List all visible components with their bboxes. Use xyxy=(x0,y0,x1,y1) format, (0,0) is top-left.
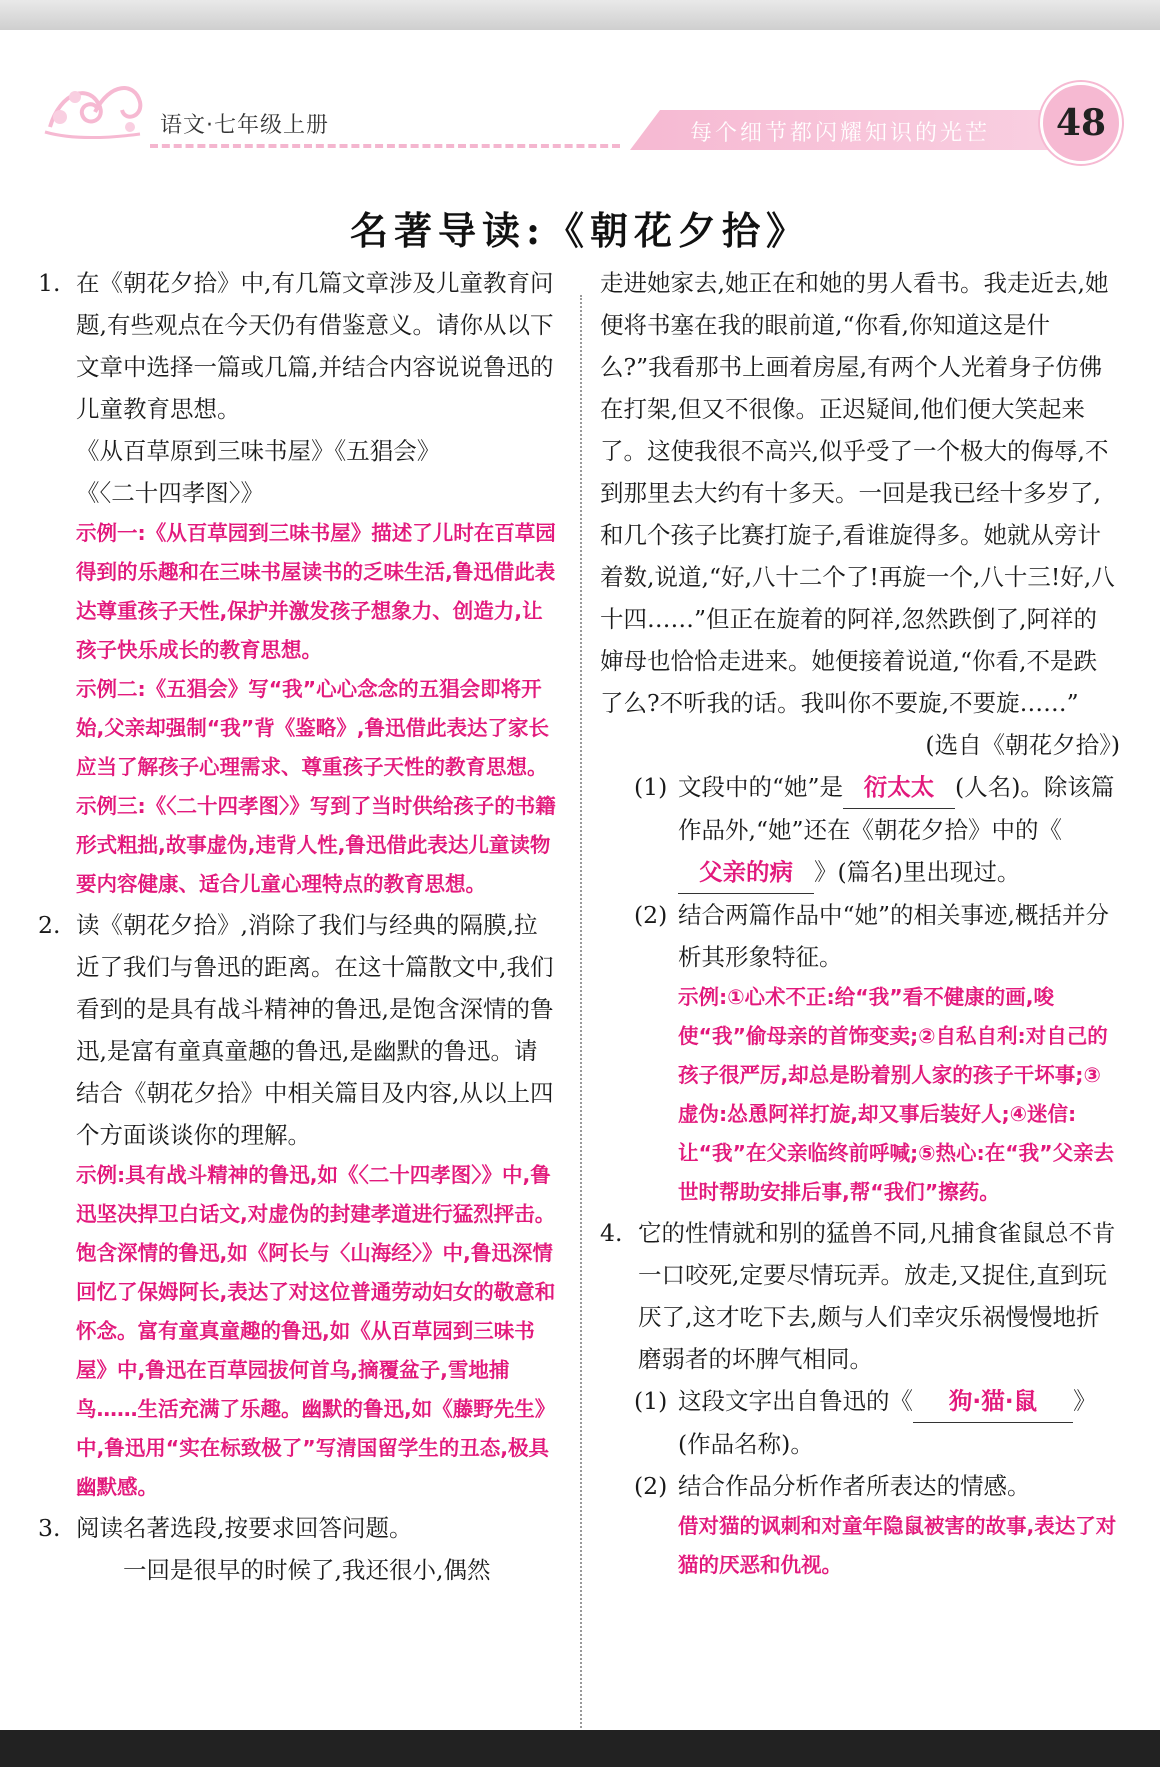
question-4: 4. 它的性情就和别的猛兽不同,凡捕食雀鼠总不肯一口咬死,定要尽情玩弄。放走,又捉住,直到玩厌了,这才吃下去,颇与人们幸灾乐祸慢慢地折磨弱者的坏脾气相同。 xyxy=(600,1219,1116,1373)
page-header xyxy=(0,52,1160,162)
question-2: 2. 读《朝花夕拾》,消除了我们与经典的隔膜,拉近了我们与鲁迅的距离。在这十篇散文中,我们看到的是具有战斗精神的鲁迅,是饱含深情的鲁迅,是富有童真童趣的鲁迅,是幽默的鲁迅。请结合《朝花夕拾》中相关篇目及内容,从以上四个方面谈谈你的理解。 xyxy=(38,911,554,1149)
motto-text: 每个细节都闪耀知识的光芒 xyxy=(690,121,991,146)
question-3-text: 阅读名著选段,按要求回答问题。 xyxy=(76,1514,413,1542)
viewer-bottom-bar xyxy=(0,1730,1160,1767)
answer-1-example-1: 示例一:《从百草园到三味书屋》描述了儿时在百草园得到的乐趣和在三味书屋读书的乏味生活,鲁迅借此表达尊重孩子天性,保护并激发孩子想象力、创造力,让孩子快乐成长的教育思想。 xyxy=(76,521,556,662)
page-number: 48 xyxy=(1040,82,1122,164)
question-1-text: 在《朝花夕拾》中,有几篇文章涉及儿童教育问题,有些观点在今天仍有借鉴意义。请你从以下文章中选择一篇或几篇,并结合内容说说鲁迅的儿童教育思想。 xyxy=(76,269,554,423)
column-divider xyxy=(580,295,582,1735)
viewer-top-bar xyxy=(0,0,1160,30)
flower-ornament-icon xyxy=(40,72,150,142)
left-column xyxy=(38,262,560,1591)
subject-label: 语文·七年级上册 xyxy=(160,113,329,138)
right-column xyxy=(600,262,1120,1585)
answer-2: 示例:具有战斗精神的鲁迅,如《〈二十四孝图〉》中,鲁迅坚决捍卫白话文,对虚伪的封建孝道进行猛烈抨击。饱含深情的鲁迅,如《阿长与〈山海经〉》中,鲁迅深情回忆了保姆阿长,表达了对这位普通劳动妇女的敬意和怀念。富有童真童趣的鲁迅,如《从百草园到三味书屋》中,鲁迅在百草园拔何首乌,摘覆盆子,雪地捕鸟……生活充满了乐趣。幽默的鲁迅,如《藤野先生》中,鲁迅用“实在标致极了”写清国留学生的丑态,极具幽默感。 xyxy=(76,1163,556,1499)
question-4-text: 它的性情就和别的猛兽不同,凡捕食雀鼠总不肯一口咬死,定要尽情玩弄。放走,又捉住,直到玩厌了,这才吃下去,颇与人们幸灾乐祸慢慢地折磨弱者的坏脾气相同。 xyxy=(638,1219,1116,1373)
passage-start: 一回是很早的时候了,我还很小,偶然 xyxy=(123,1556,491,1584)
question-1-options-1: 《从百草原到三味书屋》《五猖会》 xyxy=(76,437,441,465)
passage-body: 走进她家去,她正在和她的男人看书。我走近去,她便将书塞在我的眼前道,“你看,你知道这是什么?”我看那书上画着房屋,有两个人光着身子仿佛在打架,但又不很像。正迟疑间,他们便大笑起来了。这使我很不高兴,似乎受了一个极大的侮辱,不到那里去大约有十多天。一回是我已经十多岁了,和几个孩子比赛打旋子,看谁旋得多。她就从旁计着数,说道,“好,八十二个了!再旋一个,八十三!好,八十四……”但正在旋着的阿祥,忽然跌倒了,阿祥的婶母也恰恰走进来。她便接着说道,“你看,不是跌了么?不听我的话。我叫你不要旋,不要旋……” xyxy=(600,269,1115,717)
question-2-text: 读《朝花夕拾》,消除了我们与经典的隔膜,拉近了我们与鲁迅的距离。在这十篇散文中,我们看到的是具有战斗精神的鲁迅,是饱含深情的鲁迅,是富有童真童趣的鲁迅,是幽默的鲁迅。请结合《朝花夕拾》中相关篇目及内容,从以上四个方面谈谈你的理解。 xyxy=(76,911,554,1149)
question-3-sub-1: (1) 文段中的“她”是 衍太太 (人名)。除该篇作品外,“她”还在《朝花夕拾》中的《父亲的病 》(篇名)里出现过。 xyxy=(600,766,1120,894)
question-1-options-2: 《〈二十四孝图〉》 xyxy=(76,479,264,507)
question-1: 1. 在《朝花夕拾》中,有几篇文章涉及儿童教育问题,有些观点在今天仍有借鉴意义。请你从以下文章中选择一篇或几篇,并结合内容说说鲁迅的儿童教育思想。 xyxy=(38,269,554,423)
question-4-sub-2: (2) 结合作品分析作者所表达的情感。 xyxy=(634,1472,1031,1500)
header-dash-line xyxy=(150,144,620,148)
question-4-sub-1: (1) 这段文字出自鲁迅的《 狗·猫·鼠 》(作品名称)。 xyxy=(600,1380,1120,1465)
answer-1-example-3: 示例三:《〈二十四孝图〉》写到了当时供给孩子的书籍形式粗拙,故事虚伪,违背人性,鲁迅借此表达儿童读物要内容健康、适合儿童心理特点的教育思想。 xyxy=(76,794,556,896)
answer-blank-title: 父亲的病 xyxy=(678,851,814,894)
answer-4-sub-2: 借对猫的讽刺和对童年隐鼠被害的故事,表达了对猫的厌恶和仇视。 xyxy=(678,1514,1117,1577)
answer-blank-name: 衍太太 xyxy=(843,766,955,809)
question-3-sub-2: (2) 结合两篇作品中“她”的相关事迹,概括并分析其形象特征。 xyxy=(634,901,1109,971)
page-title: 名著导读:《朝花夕拾》 xyxy=(349,208,811,253)
answer-blank-work: 狗·猫·鼠 xyxy=(913,1380,1073,1423)
answer-1-example-2: 示例二:《五猖会》写“我”心心念念的五猖会即将开始,父亲却强制“我”背《鉴略》,鲁迅借此表达了家长应当了解孩子心理需求、尊重孩子天性的教育思想。 xyxy=(76,677,550,779)
answer-3-sub-2: 示例:①心术不正:给“我”看不健康的画,唆使“我”偷母亲的首饰变卖;②自私自利:对自己的孩子很严厉,却总是盼着别人家的孩子干坏事;③虚伪:怂恿阿祥打旋,却又事后装好人;④迷信:让“我”在父亲临终前呼喊;⑤热心:在“我”父亲去世时帮助安排后事,帮“我们”擦药。 xyxy=(678,985,1115,1204)
question-3: 3. 阅读名著选段,按要求回答问题。 xyxy=(38,1514,413,1542)
passage-source: (选自《朝花夕拾》) xyxy=(925,731,1120,759)
